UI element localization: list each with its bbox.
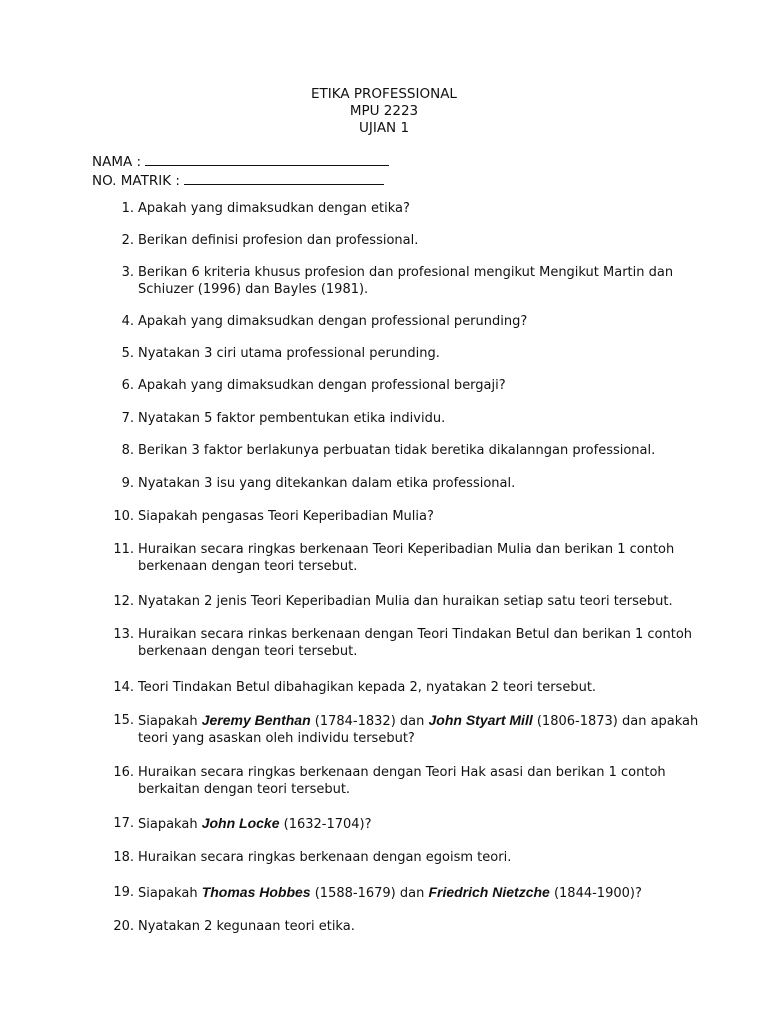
question-number: 12.: [113, 594, 134, 609]
question-number: 10.: [113, 509, 134, 524]
person-name: Thomas Hobbes: [201, 884, 311, 900]
question-text-part: Siapakah: [138, 817, 202, 832]
question-text: Huraikan secara ringkas berkenaan dengan Teori Hak asasi dan berikan 1 contoh berkaitan dengan teori tersebut.: [138, 765, 666, 797]
question-text: Berikan 3 faktor berlakunya perbuatan tidak beretika dikalanngan professional.: [138, 443, 656, 458]
question-number: 8.: [121, 443, 134, 458]
question-4: [108, 313, 708, 330]
question-text: Apakah yang dimaksudkan dengan etika?: [138, 201, 410, 216]
question-8: [108, 442, 708, 459]
question-text-part: Siapakah: [138, 886, 202, 901]
question-text-part: (1844-1900)?: [549, 886, 642, 901]
person-name: Jeremy Benthan: [201, 712, 311, 728]
question-text-part: (1588-1679) dan: [310, 886, 429, 901]
name-blank-line[interactable]: [145, 152, 389, 166]
question-text: Huraikan secara rinkas berkenaan dengan Teori Tindakan Betul dan berikan 1 contoh berkenaan dengan teori tersebut.: [138, 627, 693, 659]
question-text: Berikan definisi profesion dan professional.: [138, 233, 419, 248]
question-number: 18.: [113, 850, 134, 865]
question-19: [108, 884, 708, 902]
question-text: Nyatakan 5 faktor pembentukan etika individu.: [138, 411, 446, 426]
matric-field-row: [92, 171, 389, 190]
question-number: 3.: [121, 265, 134, 280]
question-number: 15.: [113, 713, 134, 728]
question-number: 2.: [121, 233, 134, 248]
question-20: [108, 918, 708, 935]
question-number: 5.: [121, 346, 134, 361]
matric-label: NO. MATRIK :: [92, 173, 180, 189]
question-2: [108, 232, 708, 249]
question-text-part: Siapakah: [138, 714, 202, 729]
question-text: Berikan 6 kriteria khusus profesion dan profesional mengikut Mengikut Martin dan Schiuzer (1996) dan Bayles (1981).: [138, 265, 674, 297]
question-18: [108, 849, 708, 866]
question-text: Apakah yang dimaksudkan dengan professional perunding?: [138, 314, 528, 329]
question-5: [108, 345, 708, 362]
question-number: 1.: [121, 201, 134, 216]
question-text-part: (1784-1832) dan: [310, 714, 429, 729]
document-title: ETIKA PROFESSIONAL: [311, 86, 457, 102]
question-number: 6.: [121, 378, 134, 393]
question-13: [108, 626, 708, 660]
question-6: [108, 377, 708, 394]
question-number: 14.: [113, 680, 134, 695]
question-text: Apakah yang dimaksudkan dengan professional bergaji?: [138, 378, 506, 393]
question-3: [108, 264, 708, 298]
question-number: 9.: [121, 476, 134, 491]
person-name: Friedrich Nietzche: [428, 884, 550, 900]
question-text-part: (1806-1873) dan apakah teori yang asaskan oleh individu tersebut?: [138, 714, 699, 746]
question-text-part: (1632-1704)?: [279, 817, 372, 832]
question-7: [108, 410, 708, 427]
person-name: John Styart Mill: [428, 712, 533, 728]
question-number: 16.: [113, 765, 134, 780]
name-label: NAMA :: [92, 154, 142, 170]
question-text: Nyatakan 2 jenis Teori Keperibadian Mulia dan huraikan setiap satu teori tersebut.: [138, 594, 673, 609]
question-10: [108, 508, 708, 525]
course-code: MPU 2223: [349, 103, 419, 119]
document-header: [0, 86, 768, 137]
question-9: [108, 475, 708, 492]
question-15: [108, 712, 708, 747]
question-number: 4.: [121, 314, 134, 329]
question-17: [108, 815, 708, 833]
question-text: [138, 884, 708, 902]
question-number: 17.: [113, 816, 134, 831]
question-text: Nyatakan 2 kegunaan teori etika.: [138, 919, 355, 934]
question-number: 19.: [113, 885, 134, 900]
question-text: [138, 712, 708, 747]
question-12: [108, 593, 708, 610]
question-number: 20.: [113, 919, 134, 934]
person-name: John Locke: [201, 815, 280, 831]
question-1: [108, 200, 708, 217]
question-text: Huraikan secara ringkas berkenaan dengan egoism teori.: [138, 850, 512, 865]
question-11: [108, 541, 708, 575]
question-text: Nyatakan 3 ciri utama professional perunding.: [138, 346, 440, 361]
name-field-row: [92, 152, 389, 171]
question-text: Nyatakan 3 isu yang ditekankan dalam etika professional.: [138, 476, 516, 491]
matric-blank-line[interactable]: [184, 171, 384, 185]
question-14: [108, 679, 708, 696]
question-text: [138, 815, 708, 833]
student-fields: [92, 152, 389, 190]
question-text: Siapakah pengasas Teori Keperibadian Mulia?: [138, 509, 434, 524]
exam-title: UJIAN 1: [358, 120, 410, 136]
question-number: 7.: [121, 411, 134, 426]
question-number: 13.: [113, 627, 134, 642]
question-text: Teori Tindakan Betul dibahagikan kepada 2, nyatakan 2 teori tersebut.: [138, 680, 597, 695]
question-text: Huraikan secara ringkas berkenaan Teori Keperibadian Mulia dan berikan 1 contoh berkenaan dengan teori tersebut.: [138, 542, 675, 574]
question-16: [108, 764, 708, 798]
question-number: 11.: [113, 542, 134, 557]
